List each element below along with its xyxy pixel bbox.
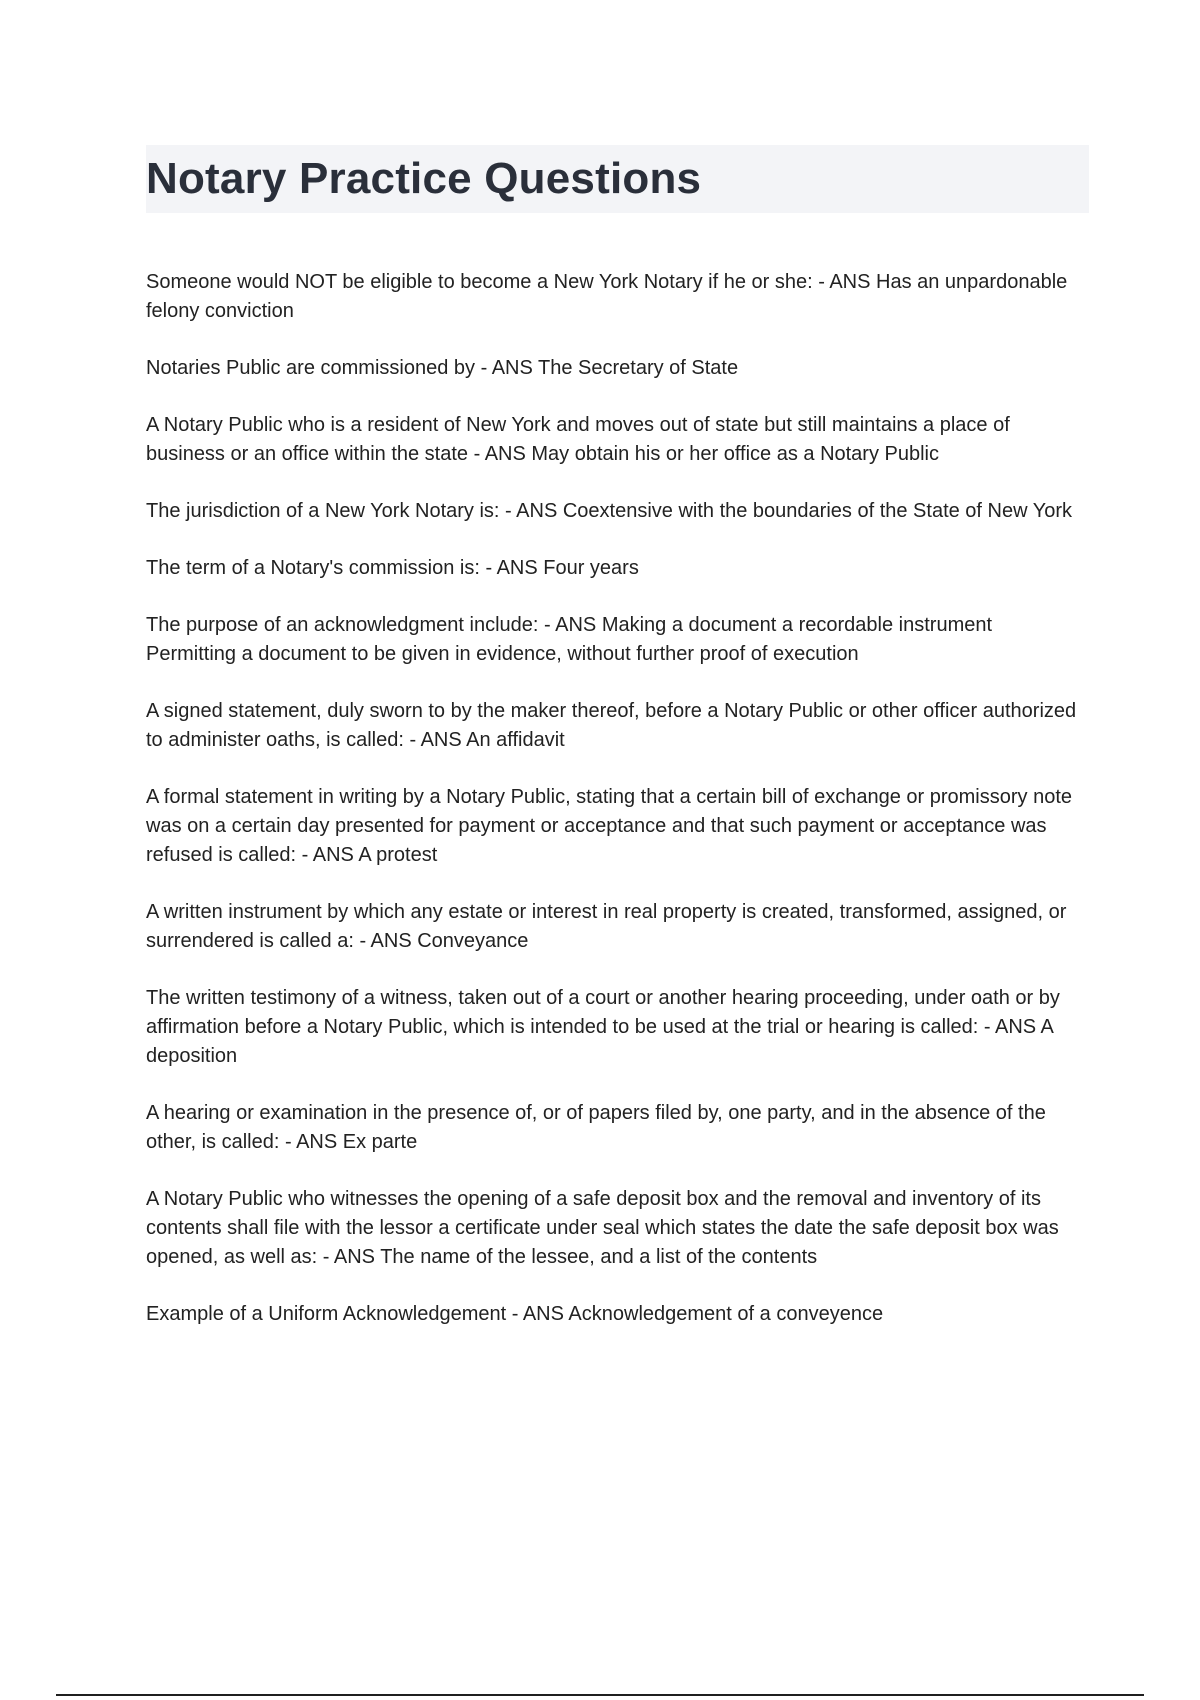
question-item: Example of a Uniform Acknowledgement - ANS Acknowledgement of a conveyence bbox=[146, 1303, 884, 1325]
question-item: The jurisdiction of a New York Notary is: - ANS Coextensive with the boundaries of the State of New York bbox=[146, 500, 1073, 522]
question-list bbox=[146, 268, 1091, 1357]
question-item: The term of a Notary's commission is: - ANS Four years bbox=[146, 557, 639, 579]
question-item: The purpose of an acknowledgment include: - ANS Making a document a recordable instrument Permitting a document to be given in evidence, without further proof of execution bbox=[146, 614, 993, 665]
question-item: Someone would NOT be eligible to become a New York Notary if he or she: - ANS Has an unpardonable felony conviction bbox=[146, 271, 1068, 322]
question-item: A Notary Public who is a resident of New York and moves out of state but still maintains a place of business or an office within the state - ANS May obtain his or her office as a Notary Public bbox=[146, 414, 1010, 465]
question-item: Notaries Public are commissioned by - ANS The Secretary of State bbox=[146, 357, 739, 379]
question-item: A Notary Public who witnesses the opening of a safe deposit box and the removal and inventory of its contents shall file with the lessor a certificate under seal which states the date the safe deposit box was opened, as well as: - ANS The name of the lessee, and a list of the contents bbox=[146, 1188, 1059, 1268]
footer-rule bbox=[56, 1694, 1144, 1696]
question-item: A signed statement, duly sworn to by the maker thereof, before a Notary Public or other officer authorized to administer oaths, is called: - ANS An affidavit bbox=[146, 700, 1077, 751]
question-item: A written instrument by which any estate or interest in real property is created, transformed, assigned, or surrendered is called a: - ANS Conveyance bbox=[146, 901, 1067, 952]
page-title: Notary Practice Questions bbox=[146, 154, 702, 203]
question-item: The written testimony of a witness, taken out of a court or another hearing proceeding, under oath or by affirmation before a Notary Public, which is intended to be used at the trial or hearing is called: - ANS A deposition bbox=[146, 987, 1060, 1067]
question-item: A formal statement in writing by a Notary Public, stating that a certain bill of exchange or promissory note was on a certain day presented for payment or acceptance and that such payment or acceptance was refused is called: - ANS A protest bbox=[146, 786, 1072, 866]
question-item: A hearing or examination in the presence of, or of papers filed by, one party, and in the absence of the other, is called: - ANS Ex parte bbox=[146, 1102, 1046, 1153]
